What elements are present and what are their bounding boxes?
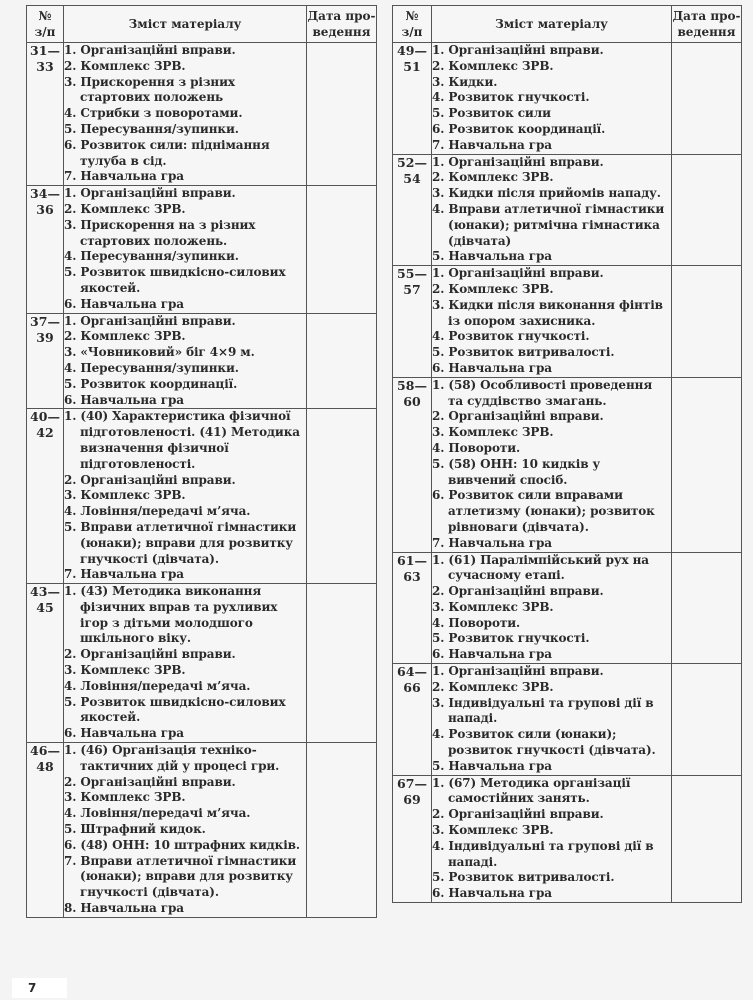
content-item: 4. Розвиток гнучкості. xyxy=(432,90,590,105)
content-item: 7. Вправи атлетичної гімнастики (юнаки); вправи для розвитку гнучкості (дівчата). xyxy=(64,853,297,900)
content-item: 5. Навчальна гра xyxy=(432,249,552,264)
table-header-row xyxy=(393,6,742,43)
content-item: 4. Вправи атлетичної гімнастики (юнаки); ритмічна гімнастика (дівчата) xyxy=(432,201,665,248)
lesson-number: 61— 63 xyxy=(393,552,432,664)
lesson-number: 49— 51 xyxy=(393,43,432,155)
content-item: 1. Організаційні вправи. xyxy=(64,186,236,201)
lesson-content xyxy=(64,584,307,743)
lesson-content xyxy=(432,552,672,664)
content-item: 6. Навчальна гра xyxy=(432,360,552,375)
content-item: 3. Кидки після виконання фінтів із опором захисника. xyxy=(432,297,663,328)
lesson-number: 46— 48 xyxy=(27,743,64,918)
table-row xyxy=(393,377,742,552)
content-item: 5. Розвиток сили xyxy=(432,106,551,121)
content-item: 1. Організаційні вправи. xyxy=(432,664,604,679)
table-row xyxy=(27,43,377,186)
lesson-content xyxy=(64,313,307,409)
lesson-content xyxy=(64,186,307,313)
date-cell[interactable] xyxy=(307,186,377,313)
content-item: 4. Ловіння/передачі м’яча. xyxy=(64,806,251,821)
content-item: 3. Кидки. xyxy=(432,74,498,89)
lesson-content xyxy=(432,775,672,902)
content-item: 6. Навчальна гра xyxy=(64,392,184,407)
content-item: 7. Навчальна гра xyxy=(64,169,184,184)
content-item: 4. Ловіння/передачі м’яча. xyxy=(64,504,251,519)
content-item: 5. Вправи атлетичної гімнастики (юнаки); вправи для розвитку гнучкості (дівчата). xyxy=(64,519,297,566)
content-item: 4. Пересування/зупинки. xyxy=(64,249,239,264)
date-cell[interactable] xyxy=(307,584,377,743)
table-row xyxy=(27,584,377,743)
content-item: 4. Розвиток сили (юнаки); розвиток гнучкості (дівчата). xyxy=(432,727,656,758)
lesson-plan-table-left xyxy=(26,5,377,918)
content-item: 1. (43) Методика виконання фізичних вправ та рухливих ігор з дітьми молодшого шкільного віку. xyxy=(64,584,278,646)
content-item: 1. Організаційні вправи. xyxy=(432,43,604,57)
content-item: 3. Комплекс ЗРВ. xyxy=(64,488,186,503)
content-item: 2. Комплекс ЗРВ. xyxy=(64,58,186,73)
header-number: № з/п xyxy=(393,6,432,43)
lesson-number: 43— 45 xyxy=(27,584,64,743)
content-item: 7. Навчальна гра xyxy=(432,535,552,550)
date-cell[interactable] xyxy=(672,266,742,378)
content-item: 5. Розвиток гнучкості. xyxy=(432,631,590,646)
content-item: 4. Повороти. xyxy=(432,440,521,455)
lesson-number: 31— 33 xyxy=(27,43,64,186)
table-body-right xyxy=(393,43,742,903)
content-item: 5. Навчальна гра xyxy=(432,758,552,773)
content-item: 2. Організаційні вправи. xyxy=(64,774,236,789)
content-item: 2. Організаційні вправи. xyxy=(432,409,604,424)
content-item: 6. Розвиток сили вправами атлетизму (юнаки); розвиток рівноваги (дівчата). xyxy=(432,488,655,534)
table-row xyxy=(393,664,742,776)
page-number: 7 xyxy=(12,978,67,998)
content-item: 4. Повороти. xyxy=(432,615,521,630)
content-item: 7. Навчальна гра xyxy=(432,137,552,152)
lesson-number: 52— 54 xyxy=(393,154,432,266)
content-item: 5. Штрафний кидок. xyxy=(64,822,206,837)
content-item: 3. Комплекс ЗРВ. xyxy=(432,823,554,838)
date-cell[interactable] xyxy=(672,154,742,266)
content-item: 4. Ловіння/передачі м’яча. xyxy=(64,678,251,693)
content-item: 8. Навчальна гра xyxy=(64,901,184,916)
lesson-number: 37— 39 xyxy=(27,313,64,409)
header-date: Дата про- ведення xyxy=(672,6,742,43)
content-item: 2. Комплекс ЗРВ. xyxy=(432,281,554,296)
content-item: 1. (46) Організація техніко-тактичних дій у процесі гри. xyxy=(64,743,280,773)
content-item: 4. Пересування/зупинки. xyxy=(64,360,239,375)
lesson-number: 34— 36 xyxy=(27,186,64,313)
lesson-plan-table-right xyxy=(392,5,742,903)
date-cell[interactable] xyxy=(672,775,742,902)
lesson-content xyxy=(432,43,672,155)
date-cell[interactable] xyxy=(672,664,742,776)
content-item: 2. Організаційні вправи. xyxy=(432,807,604,822)
lesson-content xyxy=(64,743,307,918)
table-header-row xyxy=(27,6,377,43)
table-body-left xyxy=(27,43,377,918)
header-number: № з/п xyxy=(27,6,64,43)
date-cell[interactable] xyxy=(672,377,742,552)
date-cell[interactable] xyxy=(307,43,377,186)
content-item: 3. Прискорення з різних стартових положень xyxy=(64,74,235,105)
table-row xyxy=(393,266,742,378)
table-row xyxy=(393,154,742,266)
content-item: 4. Стрибки з поворотами. xyxy=(64,106,243,121)
content-item: 5. Розвиток координації. xyxy=(64,376,238,391)
lesson-content xyxy=(432,154,672,266)
date-cell[interactable] xyxy=(307,409,377,584)
content-item: 6. Розвиток координації. xyxy=(432,121,606,136)
lesson-number: 58— 60 xyxy=(393,377,432,552)
content-item: 2. Комплекс ЗРВ. xyxy=(432,170,554,185)
lesson-number: 67— 69 xyxy=(393,775,432,902)
content-item: 2. Комплекс ЗРВ. xyxy=(64,201,186,216)
content-item: 3. Кидки після прийомів нападу. xyxy=(432,186,661,201)
lesson-content xyxy=(432,664,672,776)
table-row xyxy=(393,552,742,664)
table-row xyxy=(27,313,377,409)
content-item: 1. (67) Методика організації самостійних занять. xyxy=(432,775,631,806)
content-item: 2. Організаційні вправи. xyxy=(64,647,236,662)
table-row xyxy=(393,43,742,155)
content-item: 5. Розвиток витривалості. xyxy=(432,870,615,885)
content-item: 6. Навчальна гра xyxy=(64,296,184,311)
content-item: 1. Організаційні вправи. xyxy=(64,313,236,328)
table-row xyxy=(27,409,377,584)
content-item: 2. Комплекс ЗРВ. xyxy=(432,679,554,694)
header-content: Зміст матеріалу xyxy=(432,6,672,43)
content-item: 5. Розвиток витривалості. xyxy=(432,345,615,360)
content-item: 4. Індивідуальні та групові дії в нападі. xyxy=(432,838,654,869)
content-item: 1. Організаційні вправи. xyxy=(432,266,604,281)
lesson-number: 64— 66 xyxy=(393,664,432,776)
lesson-content xyxy=(64,409,307,584)
content-item: 1. (61) Паралімпійський рух на сучасному етапі. xyxy=(432,552,649,583)
lesson-number: 55— 57 xyxy=(393,266,432,378)
content-item: 6. Навчальна гра xyxy=(432,647,552,662)
lesson-content xyxy=(432,266,672,378)
header-content: Зміст матеріалу xyxy=(64,6,307,43)
lesson-content xyxy=(64,43,307,186)
table-row xyxy=(27,186,377,313)
date-cell[interactable] xyxy=(672,43,742,155)
content-item: 2. Комплекс ЗРВ. xyxy=(432,58,554,73)
content-item: 1. Організаційні вправи. xyxy=(64,43,236,57)
content-item: 5. (58) ОНН: 10 кидків у вивчений спосіб. xyxy=(432,456,601,487)
content-item: 6. Навчальна гра xyxy=(64,726,184,741)
content-item: 3. Індивідуальні та групові дії в нападі. xyxy=(432,695,654,726)
date-cell[interactable] xyxy=(307,313,377,409)
table-row xyxy=(393,775,742,902)
content-item: 1. Організаційні вправи. xyxy=(432,154,604,169)
lesson-content xyxy=(432,377,672,552)
content-item: 3. Комплекс ЗРВ. xyxy=(64,663,186,678)
content-item: 3. Прискорення на з різних стартових положень. xyxy=(64,217,256,248)
table-row xyxy=(27,743,377,918)
content-item: 2. Організаційні вправи. xyxy=(432,584,604,599)
lesson-number: 40— 42 xyxy=(27,409,64,584)
content-item: 3. Комплекс ЗРВ. xyxy=(432,599,554,614)
content-item: 5. Розвиток швидкісно-силових якостей. xyxy=(64,265,286,295)
content-item: 4. Розвиток гнучкості. xyxy=(432,329,590,344)
content-item: 5. Пересування/зупинки. xyxy=(64,121,239,136)
header-date: Дата про- ведення xyxy=(307,6,377,43)
date-cell[interactable] xyxy=(672,552,742,664)
content-item: 3. «Човниковий» біг 4×9 м. xyxy=(64,345,255,360)
content-item: 5. Розвиток швидкісно-силових якостей. xyxy=(64,694,286,725)
content-item: 6. Розвиток сили: піднімання тулуба в сід. xyxy=(64,137,270,168)
date-cell[interactable] xyxy=(307,743,377,918)
content-item: 6. (48) ОНН: 10 штрафних кидків. xyxy=(64,837,300,852)
content-item: 2. Комплекс ЗРВ. xyxy=(64,329,186,344)
content-item: 1. (40) Характеристика фізичної підготовленості. (41) Методика визначення фізичної підготовленості. xyxy=(64,409,300,471)
content-item: 3. Комплекс ЗРВ. xyxy=(64,790,186,805)
content-item: 1. (58) Особливості проведення та суддівство змагань. xyxy=(432,377,653,408)
content-item: 7. Навчальна гра xyxy=(64,567,184,582)
content-item: 3. Комплекс ЗРВ. xyxy=(432,425,554,440)
content-item: 2. Організаційні вправи. xyxy=(64,472,236,487)
content-item: 6. Навчальна гра xyxy=(432,886,552,901)
